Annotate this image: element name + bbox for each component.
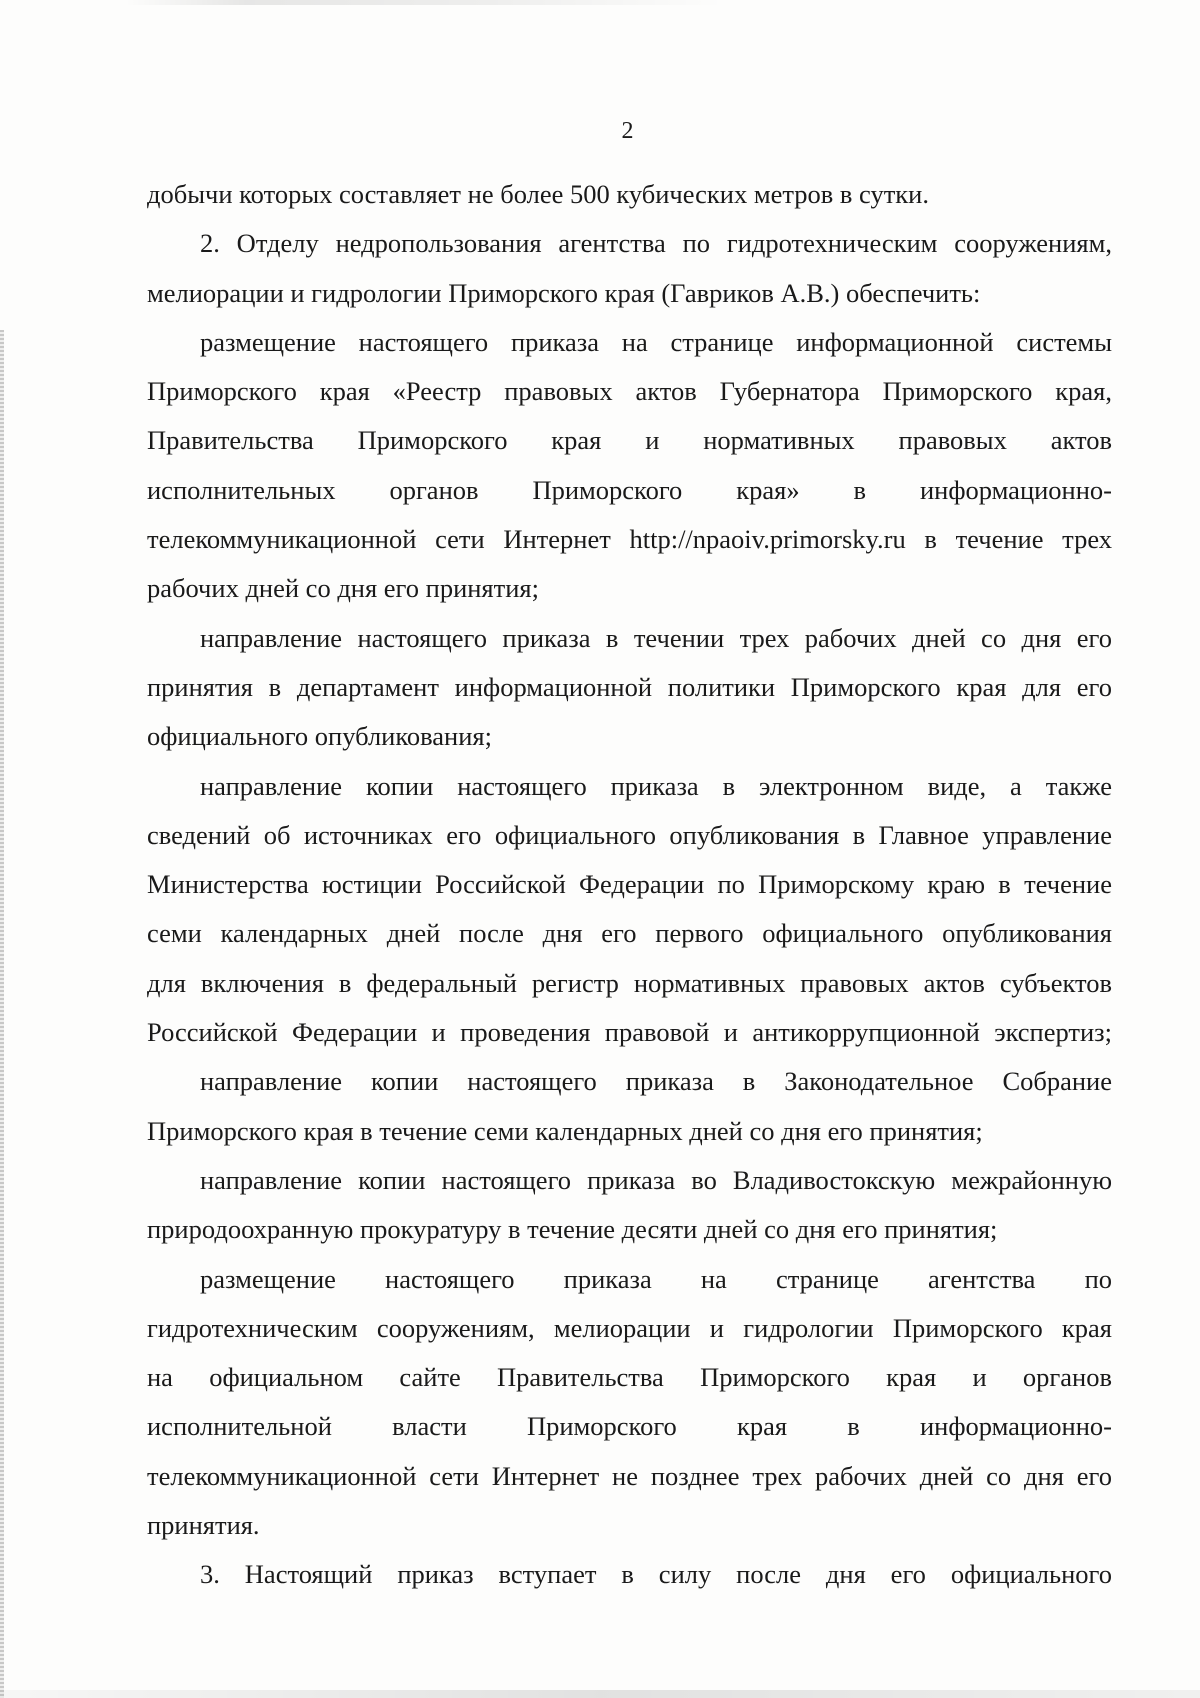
text-line: размещение настоящего приказа на странице информационной системы [200,326,1112,357]
text-line: природоохранную прокуратуру в течение десяти дней со дня его принятия; [147,1214,998,1245]
text-line: мелиорации и гидрологии Приморского края (Гавриков А.В.) обеспечить: [147,277,981,308]
text-line: официального опубликования; [147,721,492,752]
scan-artifact-bottom [0,1690,1200,1698]
page-number: 2 [621,118,634,144]
text-line: сведений об источниках его официального опубликования в Главное управление [147,819,1112,850]
text-line: принятия. [147,1510,260,1541]
text-line: направление копии настоящего приказа во Владивостокскую межрайонную [200,1164,1112,1195]
text-line: на официальном сайте Правительства Приморского края и органов [147,1362,1112,1393]
text-line: 2. Отделу недропользования агентства по гидротехническим сооружениям, [200,228,1112,259]
text-line: направление настоящего приказа в течении трех рабочих дней со дня его [200,622,1112,653]
text-line: направление копии настоящего приказа в электронном виде, а также [200,770,1112,801]
text-line: рабочих дней со дня его принятия; [147,573,539,604]
text-line: гидротехническим сооружениям, мелиорации и гидрологии Приморского края [147,1312,1112,1343]
scan-artifact-left [0,330,4,1698]
text-line: исполнительной власти Приморского края в информационно- [147,1411,1112,1442]
text-line: для включения в федеральный регистр нормативных правовых актов субъектов [147,967,1112,998]
scan-artifact-top [125,0,725,5]
text-line: Приморского края в течение семи календарных дней со дня его принятия; [147,1115,983,1146]
text-line: направление копии настоящего приказа в Законодательное Собрание [200,1066,1112,1097]
text-line: добычи которых составляет не более 500 кубических метров в сутки. [147,179,929,209]
text-line: исполнительных органов Приморского края» в информационно- [147,474,1112,505]
text-line: Правительства Приморского края и нормативных правовых актов [147,425,1112,456]
text-line: семи календарных дней после дня его первого официального опубликования [147,918,1112,949]
text-line: Российской Федерации и проведения правовой и антикоррупционной экспертиз; [147,1017,1112,1048]
text-line: Министерства юстиции Российской Федерации по Приморскому краю в течение [147,869,1112,900]
text-line: телекоммуникационной сети Интернет не позднее трех рабочих дней со дня его [147,1460,1112,1491]
text-line: телекоммуникационной сети Интернет http://npaoiv.primorsky.ru в течение трех [147,524,1112,555]
text-line: размещение настоящего приказа на странице агентства по [200,1263,1112,1294]
text-line: Приморского края «Реестр правовых актов Губернатора Приморского края, [147,376,1112,407]
text-line: принятия в департамент информационной политики Приморского края для его [147,671,1112,702]
document-body [147,170,1112,1600]
text-line: 3. Настоящий приказ вступает в силу после дня его официального [200,1559,1112,1590]
